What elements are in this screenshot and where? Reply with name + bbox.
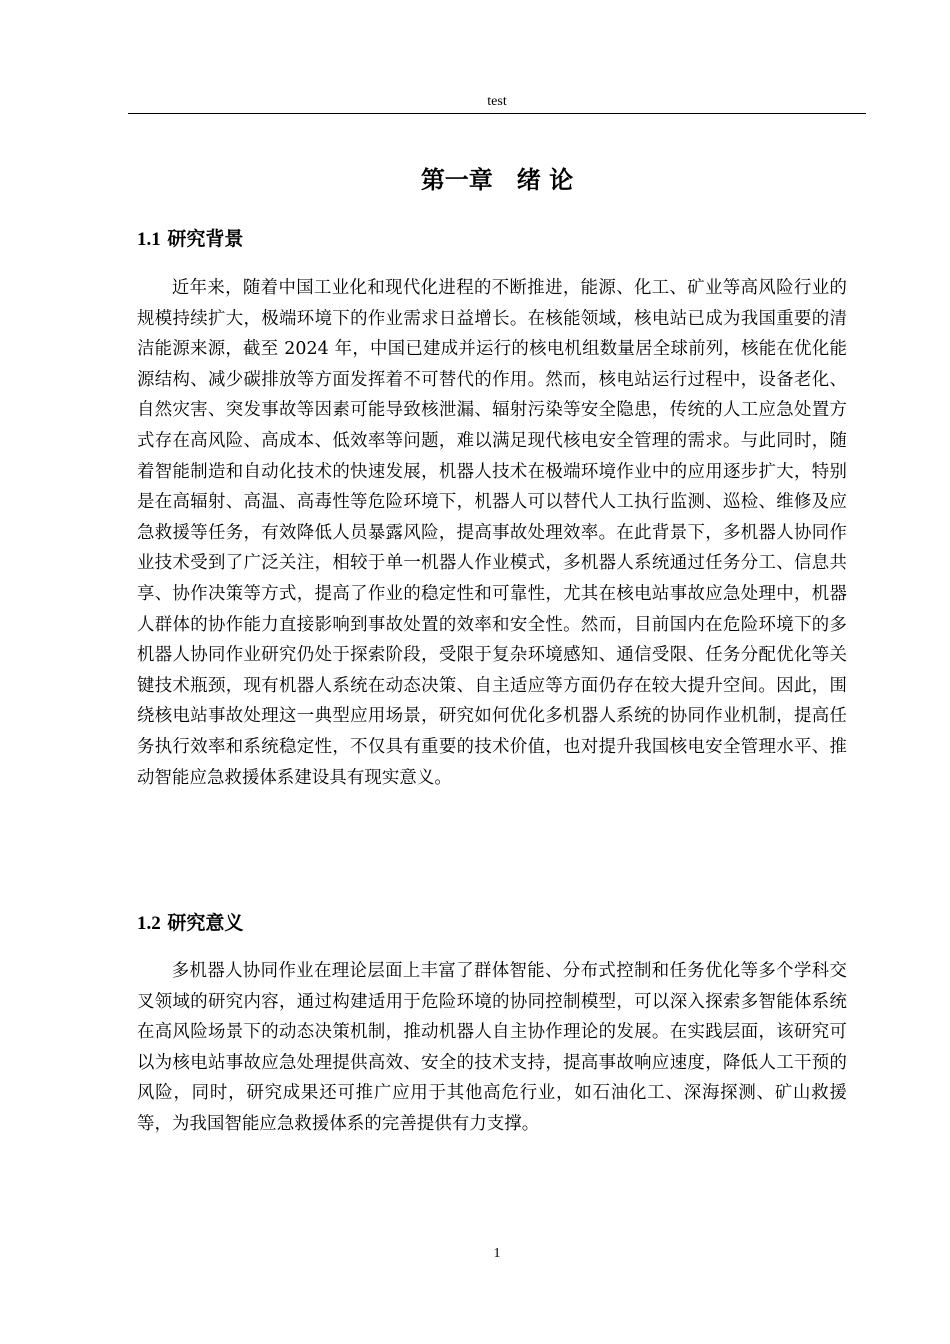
section-title: 研究背景	[167, 228, 244, 250]
section-number: 1.2	[137, 913, 161, 934]
chapter-title: 第一章 绪 论	[420, 166, 574, 194]
page-header: test	[487, 94, 507, 109]
section-paragraph-research-significance: 多机器人协同作业在理论层面上丰富了群体智能、分布式控制和任务优化等多个学科交叉领域的研究内容，通过构建适用于危险环境的协同控制模型，可以深入探索多智能体系统在高风险场景下的动态决策机制，推动机器人自主协作理论的发展。在实践层面，该研究可以为核电站事故应急处理提供高效、安全的技术支持，提高事故响应速度，降低人工干预的风险，同时，研究成果还可推广应用于其他高危行业，如石油化工、深海探测、矿山救援等，为我国智能应急救援体系的完善提供有力支撑。	[137, 961, 847, 1134]
section-heading-research-background	[137, 226, 243, 253]
header-rule	[128, 113, 866, 114]
section-paragraph-research-background: 近年来，随着中国工业化和现代化进程的不断推进，能源、化工、矿业等高风险行业的规模持续扩大，极端环境下的作业需求日益增长。在核能领域，核电站已成为我国重要的清洁能源来源，截至 2024 年，中国已建成并运行的核电机组数量居全球前列，核能在优化能源结构、减少碳排放等方面发挥着不可替代的作用。然而，核电站运行过程中，设备老化、自然灾害、突发事故等因素可能导致核泄漏、辐射污染等安全隐患，传统的人工应急处置方式存在高风险、高成本、低效率等问题，难以满足现代核电安全管理的需求。与此同时，随着智能制造和自动化技术的快速发展，机器人技术在极端环境作业中的应用逐步扩大，特别是在高辐射、高温、高毒性等危险环境下，机器人可以替代人工执行监测、巡检、维修及应急救援等任务，有效降低人员暴露风险，提高事故处理效率。在此背景下，多机器人协同作业技术受到了广泛关注，相较于单一机器人作业模式，多机器人系统通过任务分工、信息共享、协作决策等方式，提高了作业的稳定性和可靠性，尤其在核电站事故应急处理中，机器人群体的协作能力直接影响到事故处置的效率和安全性。然而，目前国内在危险环境下的多机器人协同作业研究仍处于探索阶段，受限于复杂环境感知、通信受限、任务分配优化等关键技术瓶颈，现有机器人系统在动态决策、自主适应等方面仍存在较大提升空间。因此，围绕核电站事故处理这一典型应用场景，研究如何优化多机器人系统的协同作业机制，提高任务执行效率和系统稳定性，不仅具有重要的技术价值，也对提升我国核电安全管理水平、推动智能应急救援体系建设具有现实意义。	[137, 278, 847, 788]
page-number: 1	[493, 1246, 501, 1261]
section-heading-research-significance	[137, 910, 243, 937]
section-title: 研究意义	[167, 912, 244, 934]
section-number: 1.1	[137, 229, 161, 250]
